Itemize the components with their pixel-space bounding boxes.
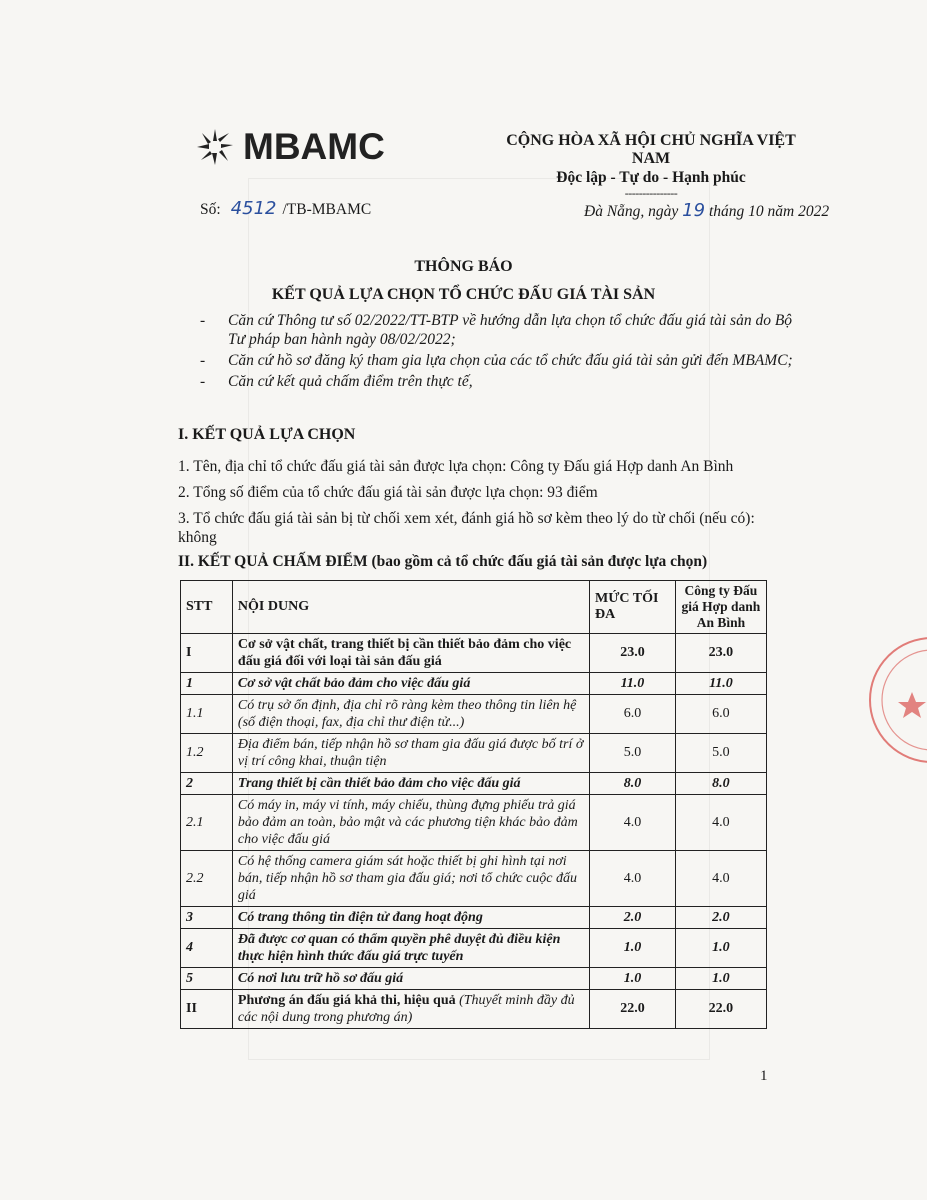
cell-score: 8.0: [675, 773, 766, 795]
motto-separator: ---------------: [624, 186, 678, 200]
cell-content: Trang thiết bị cần thiết bảo đảm cho việc đấu giá: [232, 773, 589, 795]
table-row: [181, 734, 767, 773]
table-row: [181, 851, 767, 907]
red-seal-stamp: [842, 630, 927, 770]
cell-max: 22.0: [590, 990, 676, 1029]
cell-score: 23.0: [675, 634, 766, 673]
table-row: [181, 795, 767, 851]
cell-stt: 2: [181, 773, 233, 795]
doc-number-handwritten: 4512: [230, 198, 277, 219]
cell-max: 4.0: [590, 851, 676, 907]
basis-text: Căn cứ hồ sơ đăng ký tham gia lựa chọn của các tổ chức đấu giá tài sản gửi đến MBAMC;: [228, 352, 793, 369]
doc-number-prefix: Số:: [200, 201, 221, 218]
section-1-paragraph-2: 2. Tổng số điểm của tổ chức đấu giá tài sản được lựa chọn: 93 điểm: [178, 484, 598, 501]
cell-content: Đã được cơ quan có thẩm quyền phê duyệt đủ điều kiện thực hiện hình thức đấu giá trực tuyến: [232, 929, 589, 968]
table-row: [181, 773, 767, 795]
cell-content: Cơ sở vật chất bảo đảm cho việc đấu giá: [232, 673, 589, 695]
section-1-paragraph-3: 3. Tổ chức đấu giá tài sản bị từ chối xem xét, đánh giá hồ sơ kèm theo lý do từ chối (nếu có): không: [178, 510, 755, 546]
cell-content: Có máy in, máy vi tính, máy chiếu, thùng đựng phiếu trả giá bảo đảm an toàn, bảo mật và các phương tiện khác bảo đảm cho việc đấu giá: [232, 795, 589, 851]
table-row: [181, 634, 767, 673]
basis-text: Căn cứ Thông tư số 02/2022/TT-BTP về hướng dẫn lựa chọn tổ chức đấu giá tài sản do Bộ Tư pháp ban hành ngày 08/02/2022;: [228, 312, 793, 348]
cell-content-italic: (Thuyết minh đầy đủ các nội dung trong phương án): [237, 993, 575, 1025]
cell-stt: 5: [181, 968, 233, 990]
national-heading: [486, 132, 816, 200]
header-stt: STT: [181, 581, 233, 634]
cell-max: 2.0: [590, 907, 676, 929]
page-number: 1: [760, 1068, 768, 1084]
cell-score: 1.0: [675, 929, 766, 968]
document-title: THÔNG BÁO: [414, 258, 513, 275]
cell-max: 4.0: [590, 795, 676, 851]
cell-max: 6.0: [590, 695, 676, 734]
date-prefix: Đà Nẵng, ngày: [584, 203, 679, 220]
cell-stt: II: [181, 990, 233, 1029]
cell-stt: 1.1: [181, 695, 233, 734]
place-date: [584, 200, 829, 221]
table-row: [181, 990, 767, 1029]
section-1-paragraph-1: 1. Tên, địa chỉ tổ chức đấu giá tài sản được lựa chọn: Công ty Đấu giá Hợp danh An Bình: [178, 458, 734, 475]
header-content: NỘI DUNG: [232, 581, 589, 634]
cell-content: Có hệ thống camera giám sát hoặc thiết bị ghi hình tại nơi bán, tiếp nhận hồ sơ tham gia đấu giá; nơi tổ chức cuộc đấu giá: [232, 851, 589, 907]
doc-number-suffix: /TB-MBAMC: [282, 201, 372, 218]
section-2-heading: II. KẾT QUẢ CHẤM ĐIỂM (bao gồm cả tổ chức đấu giá tài sản được lựa chọn): [178, 553, 708, 570]
basis-text: Căn cứ kết quả chấm điểm trên thực tế,: [228, 373, 473, 390]
header-organization: Công ty Đấu giá Hợp danh An Bình: [675, 581, 766, 634]
date-suffix: tháng 10 năm 2022: [708, 203, 830, 220]
section-1-heading: I. KẾT QUẢ LỰA CHỌN: [178, 426, 356, 443]
star-burst-icon: [193, 125, 237, 169]
cell-content-bold: Phương án đấu giá khả thi, hiệu quả: [237, 993, 456, 1008]
cell-stt: 2.2: [181, 851, 233, 907]
cell-content: Có trang thông tin điện tử đang hoạt động: [232, 907, 589, 929]
legal-basis-list: [200, 311, 800, 393]
motto: Độc lập - Tự do - Hạnh phúc: [556, 169, 746, 186]
cell-max: 11.0: [590, 673, 676, 695]
cell-max: 23.0: [590, 634, 676, 673]
cell-max: 1.0: [590, 929, 676, 968]
score-table: [180, 580, 767, 1029]
cell-score: 1.0: [675, 968, 766, 990]
cell-max: 8.0: [590, 773, 676, 795]
table-row: [181, 929, 767, 968]
mbamc-logo: [193, 124, 385, 170]
cell-score: 22.0: [675, 990, 766, 1029]
logo-text: MBAMC: [243, 126, 385, 167]
cell-score: 4.0: [675, 851, 766, 907]
cell-score: 2.0: [675, 907, 766, 929]
cell-content: Có trụ sở ổn định, địa chỉ rõ ràng kèm theo thông tin liên hệ (số điện thoại, fax, địa chỉ thư điện tử...): [232, 695, 589, 734]
basis-item: - Căn cứ Thông tư số 02/2022/TT-BTP về hướng dẫn lựa chọn tổ chức đấu giá tài sản do Bộ Tư pháp ban hành ngày 08/02/2022;: [200, 311, 800, 349]
document-subtitle: KẾT QUẢ LỰA CHỌN TỔ CHỨC ĐẤU GIÁ TÀI SẢN: [271, 286, 656, 303]
cell-content: [232, 990, 589, 1029]
cell-score: 4.0: [675, 795, 766, 851]
header-max: MỨC TỐI ĐA: [590, 581, 676, 634]
date-day-handwritten: 19: [682, 200, 706, 221]
cell-stt: 2.1: [181, 795, 233, 851]
basis-item: - Căn cứ hồ sơ đăng ký tham gia lựa chọn của các tổ chức đấu giá tài sản gửi đến MBAMC;: [200, 352, 793, 369]
cell-content: Có nơi lưu trữ hồ sơ đấu giá: [232, 968, 589, 990]
cell-max: 1.0: [590, 968, 676, 990]
basis-item: - Căn cứ kết quả chấm điểm trên thực tế,: [200, 373, 473, 390]
table-row: [181, 907, 767, 929]
nation-name: CỘNG HÒA XÃ HỘI CHỦ NGHĨA VIỆT NAM: [506, 132, 796, 167]
cell-content: Cơ sở vật chất, trang thiết bị cần thiết bảo đảm cho việc đấu giá đối với loại tài sản đấu giá: [232, 634, 589, 673]
cell-score: 5.0: [675, 734, 766, 773]
cell-score: 6.0: [675, 695, 766, 734]
cell-stt: 4: [181, 929, 233, 968]
table-header-row: [181, 581, 767, 634]
table-row: [181, 968, 767, 990]
cell-max: 5.0: [590, 734, 676, 773]
cell-stt: 3: [181, 907, 233, 929]
cell-stt: I: [181, 634, 233, 673]
cell-score: 11.0: [675, 673, 766, 695]
cell-stt: 1: [181, 673, 233, 695]
table-row: [181, 695, 767, 734]
cell-content: Địa điểm bán, tiếp nhận hồ sơ tham gia đấu giá được bố trí ở vị trí công khai, thuận tiện: [232, 734, 589, 773]
cell-stt: 1.2: [181, 734, 233, 773]
table-row: [181, 673, 767, 695]
document-number: [200, 198, 371, 219]
